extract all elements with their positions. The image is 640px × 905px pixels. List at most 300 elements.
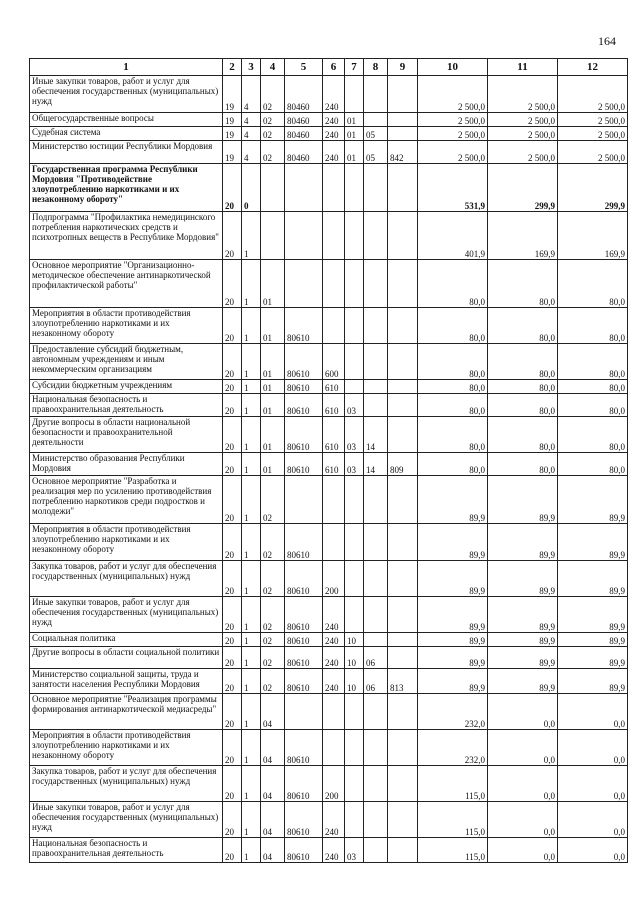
cell-col-9 <box>388 344 418 380</box>
cell-col-12: 89,9 <box>558 633 628 647</box>
row-name-cell: Общегосударственные вопросы <box>30 113 223 127</box>
cell-col-12: 80,0 <box>558 394 628 417</box>
cell-col-12: 2 500,0 <box>558 76 628 113</box>
cell-col-8 <box>364 561 388 597</box>
cell-col-5 <box>285 694 323 730</box>
cell-col-9 <box>388 164 418 212</box>
cell-col-10: 80,0 <box>418 417 488 453</box>
cell-col-3: 1 <box>242 838 261 863</box>
cell-col-2: 20 <box>223 597 242 633</box>
cell-col-11: 89,9 <box>488 524 558 561</box>
cell-col-3: 1 <box>242 380 261 394</box>
cell-col-5: 80610 <box>285 394 323 417</box>
cell-col-10: 80,0 <box>418 394 488 417</box>
cell-col-4: 04 <box>261 766 285 802</box>
cell-col-5 <box>285 260 323 308</box>
cell-col-11: 89,9 <box>488 561 558 597</box>
table-row <box>30 730 628 766</box>
cell-col-9 <box>388 113 418 127</box>
cell-col-6: 240 <box>323 633 345 647</box>
table-row <box>30 260 628 308</box>
row-name-cell: Закупка товаров, работ и услуг для обеспечения государственных (муниципальных) нужд <box>30 561 223 597</box>
table-row <box>30 647 628 669</box>
cell-col-11: 80,0 <box>488 394 558 417</box>
cell-col-10: 2 500,0 <box>418 141 488 164</box>
cell-col-7 <box>345 344 364 380</box>
table-row <box>30 417 628 453</box>
cell-col-10: 89,9 <box>418 669 488 694</box>
row-name-cell: Иные закупки товаров, работ и услуг для обеспечения государственных (муниципальных) нужд <box>30 802 223 838</box>
cell-col-3: 1 <box>242 212 261 260</box>
cell-col-2: 19 <box>223 127 242 141</box>
row-name-cell: Мероприятия в области противодействия злоупотреблению наркотиками и их незаконному обороту <box>30 730 223 766</box>
cell-col-8 <box>364 766 388 802</box>
row-name-cell: Социальная политика <box>30 633 223 647</box>
cell-col-7: 10 <box>345 669 364 694</box>
cell-col-4: 01 <box>261 394 285 417</box>
cell-col-8 <box>364 838 388 863</box>
cell-col-9 <box>388 766 418 802</box>
cell-col-9 <box>388 802 418 838</box>
cell-col-4: 01 <box>261 417 285 453</box>
cell-col-5: 80610 <box>285 561 323 597</box>
column-header-9: 9 <box>388 59 418 76</box>
cell-col-5: 80460 <box>285 127 323 141</box>
cell-col-10: 89,9 <box>418 476 488 524</box>
cell-col-10: 531,9 <box>418 164 488 212</box>
cell-col-3: 1 <box>242 669 261 694</box>
cell-col-10: 80,0 <box>418 380 488 394</box>
cell-col-8 <box>364 260 388 308</box>
cell-col-4: 04 <box>261 694 285 730</box>
cell-col-12: 2 500,0 <box>558 127 628 141</box>
cell-col-5: 80610 <box>285 633 323 647</box>
cell-col-7 <box>345 308 364 344</box>
cell-col-7: 01 <box>345 141 364 164</box>
cell-col-12: 0,0 <box>558 766 628 802</box>
cell-col-4: 04 <box>261 730 285 766</box>
column-header-11: 11 <box>488 59 558 76</box>
cell-col-3: 0 <box>242 164 261 212</box>
cell-col-3: 1 <box>242 730 261 766</box>
cell-col-8 <box>364 730 388 766</box>
table-row <box>30 164 628 212</box>
cell-col-9 <box>388 417 418 453</box>
row-name-cell: Иные закупки товаров, работ и услуг для обеспечения государственных (муниципальных) нужд <box>30 76 223 113</box>
column-header-7: 7 <box>345 59 364 76</box>
cell-col-12: 80,0 <box>558 260 628 308</box>
cell-col-12: 2 500,0 <box>558 141 628 164</box>
cell-col-10: 80,0 <box>418 260 488 308</box>
cell-col-11: 2 500,0 <box>488 76 558 113</box>
cell-col-11: 89,9 <box>488 669 558 694</box>
cell-col-5: 80610 <box>285 647 323 669</box>
cell-col-4: 02 <box>261 76 285 113</box>
cell-col-10: 89,9 <box>418 647 488 669</box>
cell-col-7 <box>345 260 364 308</box>
cell-col-8 <box>364 694 388 730</box>
cell-col-7: 01 <box>345 127 364 141</box>
cell-col-12: 0,0 <box>558 730 628 766</box>
cell-col-8: 06 <box>364 669 388 694</box>
cell-col-11: 89,9 <box>488 633 558 647</box>
cell-col-10: 89,9 <box>418 524 488 561</box>
column-header-12: 12 <box>558 59 628 76</box>
cell-col-4: 02 <box>261 647 285 669</box>
table-row <box>30 633 628 647</box>
cell-col-4: 02 <box>261 597 285 633</box>
cell-col-10: 2 500,0 <box>418 127 488 141</box>
cell-col-11: 80,0 <box>488 417 558 453</box>
cell-col-11: 0,0 <box>488 730 558 766</box>
cell-col-6 <box>323 694 345 730</box>
cell-col-12: 89,9 <box>558 597 628 633</box>
cell-col-7: 10 <box>345 633 364 647</box>
cell-col-5: 80610 <box>285 417 323 453</box>
cell-col-12: 2 500,0 <box>558 113 628 127</box>
cell-col-9: 842 <box>388 141 418 164</box>
cell-col-9 <box>388 76 418 113</box>
cell-col-10: 2 500,0 <box>418 76 488 113</box>
cell-col-9 <box>388 561 418 597</box>
cell-col-3: 1 <box>242 766 261 802</box>
cell-col-10: 115,0 <box>418 766 488 802</box>
cell-col-7 <box>345 730 364 766</box>
cell-col-9 <box>388 838 418 863</box>
cell-col-8: 14 <box>364 453 388 476</box>
cell-col-7 <box>345 164 364 212</box>
row-name-cell: Иные закупки товаров, работ и услуг для обеспечения государственных (муниципальных) нужд <box>30 597 223 633</box>
cell-col-3: 4 <box>242 113 261 127</box>
cell-col-4: 04 <box>261 838 285 863</box>
column-header-5: 5 <box>285 59 323 76</box>
column-header-3: 3 <box>242 59 261 76</box>
cell-col-5: 80610 <box>285 380 323 394</box>
cell-col-10: 80,0 <box>418 308 488 344</box>
cell-col-6: 200 <box>323 766 345 802</box>
column-header-2: 2 <box>223 59 242 76</box>
cell-col-8 <box>364 113 388 127</box>
cell-col-7 <box>345 694 364 730</box>
cell-col-10: 115,0 <box>418 802 488 838</box>
row-name-cell: Мероприятия в области противодействия злоупотреблению наркотиками и их незаконному обороту <box>30 308 223 344</box>
cell-col-11: 2 500,0 <box>488 113 558 127</box>
cell-col-6 <box>323 164 345 212</box>
cell-col-5: 80610 <box>285 524 323 561</box>
cell-col-6: 240 <box>323 127 345 141</box>
cell-col-2: 20 <box>223 766 242 802</box>
cell-col-2: 20 <box>223 730 242 766</box>
row-name-cell: Другие вопросы в области социальной политики <box>30 647 223 669</box>
cell-col-8 <box>364 344 388 380</box>
cell-col-4 <box>261 164 285 212</box>
budget-table <box>29 58 628 863</box>
cell-col-6: 240 <box>323 838 345 863</box>
cell-col-8 <box>364 76 388 113</box>
cell-col-5: 80610 <box>285 730 323 766</box>
cell-col-4: 01 <box>261 453 285 476</box>
cell-col-11: 80,0 <box>488 308 558 344</box>
cell-col-3: 1 <box>242 308 261 344</box>
cell-col-7: 03 <box>345 417 364 453</box>
cell-col-5 <box>285 476 323 524</box>
cell-col-4: 01 <box>261 308 285 344</box>
cell-col-4: 02 <box>261 633 285 647</box>
cell-col-2: 19 <box>223 113 242 127</box>
cell-col-8: 05 <box>364 141 388 164</box>
cell-col-12: 80,0 <box>558 308 628 344</box>
cell-col-10: 115,0 <box>418 838 488 863</box>
cell-col-5: 80610 <box>285 308 323 344</box>
cell-col-11: 2 500,0 <box>488 127 558 141</box>
cell-col-8 <box>364 524 388 561</box>
cell-col-6: 240 <box>323 76 345 113</box>
cell-col-6 <box>323 524 345 561</box>
cell-col-7 <box>345 802 364 838</box>
cell-col-12: 80,0 <box>558 344 628 380</box>
cell-col-12: 0,0 <box>558 838 628 863</box>
cell-col-4: 02 <box>261 669 285 694</box>
row-name-cell: Министерство образования Республики Мордовия <box>30 453 223 476</box>
cell-col-4: 01 <box>261 260 285 308</box>
table-row <box>30 453 628 476</box>
cell-col-3: 4 <box>242 141 261 164</box>
cell-col-7 <box>345 766 364 802</box>
cell-col-10: 232,0 <box>418 730 488 766</box>
cell-col-8 <box>364 476 388 524</box>
table-row <box>30 561 628 597</box>
cell-col-10: 401,9 <box>418 212 488 260</box>
table-row <box>30 476 628 524</box>
cell-col-2: 20 <box>223 633 242 647</box>
cell-col-5: 80610 <box>285 597 323 633</box>
cell-col-3: 1 <box>242 647 261 669</box>
cell-col-8 <box>364 633 388 647</box>
cell-col-2: 20 <box>223 524 242 561</box>
cell-col-10: 2 500,0 <box>418 113 488 127</box>
table-row <box>30 802 628 838</box>
cell-col-5: 80460 <box>285 113 323 127</box>
cell-col-9 <box>388 694 418 730</box>
row-name-cell: Мероприятия в области противодействия злоупотреблению наркотиками и их незаконному обороту <box>30 524 223 561</box>
cell-col-9 <box>388 647 418 669</box>
cell-col-9 <box>388 394 418 417</box>
cell-col-8: 14 <box>364 417 388 453</box>
cell-col-5: 80610 <box>285 838 323 863</box>
cell-col-2: 20 <box>223 212 242 260</box>
cell-col-7: 03 <box>345 838 364 863</box>
cell-col-3: 1 <box>242 394 261 417</box>
cell-col-2: 20 <box>223 394 242 417</box>
cell-col-2: 20 <box>223 344 242 380</box>
table-body <box>30 76 628 863</box>
table-row <box>30 76 628 113</box>
cell-col-12: 89,9 <box>558 561 628 597</box>
cell-col-3: 1 <box>242 597 261 633</box>
cell-col-3: 4 <box>242 127 261 141</box>
table-row <box>30 212 628 260</box>
cell-col-6: 610 <box>323 417 345 453</box>
cell-col-11: 89,9 <box>488 476 558 524</box>
cell-col-7: 01 <box>345 113 364 127</box>
cell-col-5 <box>285 212 323 260</box>
cell-col-9: 809 <box>388 453 418 476</box>
cell-col-2: 20 <box>223 164 242 212</box>
cell-col-6 <box>323 212 345 260</box>
cell-col-6: 240 <box>323 647 345 669</box>
page-number: 164 <box>598 34 616 48</box>
cell-col-8 <box>364 597 388 633</box>
cell-col-12: 89,9 <box>558 669 628 694</box>
cell-col-3: 1 <box>242 633 261 647</box>
cell-col-8 <box>364 380 388 394</box>
table-row <box>30 344 628 380</box>
cell-col-5 <box>285 164 323 212</box>
cell-col-12: 299,9 <box>558 164 628 212</box>
cell-col-7 <box>345 524 364 561</box>
cell-col-2: 20 <box>223 694 242 730</box>
row-name-cell: Национальная безопасность и правоохранительная деятельность <box>30 394 223 417</box>
cell-col-9 <box>388 260 418 308</box>
cell-col-6: 610 <box>323 394 345 417</box>
cell-col-5: 80610 <box>285 344 323 380</box>
cell-col-2: 20 <box>223 453 242 476</box>
cell-col-7 <box>345 212 364 260</box>
cell-col-9 <box>388 380 418 394</box>
cell-col-8 <box>364 802 388 838</box>
cell-col-6: 240 <box>323 141 345 164</box>
cell-col-2: 20 <box>223 308 242 344</box>
row-name-cell: Закупка товаров, работ и услуг для обеспечения государственных (муниципальных) нужд <box>30 766 223 802</box>
cell-col-11: 299,9 <box>488 164 558 212</box>
cell-col-12: 89,9 <box>558 476 628 524</box>
cell-col-4: 02 <box>261 127 285 141</box>
cell-col-2: 20 <box>223 802 242 838</box>
cell-col-12: 89,9 <box>558 524 628 561</box>
table-row <box>30 838 628 863</box>
cell-col-2: 20 <box>223 380 242 394</box>
table-row <box>30 127 628 141</box>
cell-col-7: 10 <box>345 647 364 669</box>
row-name-cell: Предоставление субсидий бюджетным, автономным учреждениям и иным некоммерческим организациям <box>30 344 223 380</box>
cell-col-9 <box>388 597 418 633</box>
cell-col-12: 80,0 <box>558 453 628 476</box>
cell-col-10: 89,9 <box>418 597 488 633</box>
cell-col-4: 02 <box>261 524 285 561</box>
cell-col-6: 240 <box>323 597 345 633</box>
row-name-cell: Национальная безопасность и правоохранительная деятельность <box>30 838 223 863</box>
cell-col-7: 03 <box>345 394 364 417</box>
cell-col-2: 19 <box>223 76 242 113</box>
cell-col-11: 0,0 <box>488 802 558 838</box>
cell-col-11: 89,9 <box>488 647 558 669</box>
cell-col-6: 240 <box>323 802 345 838</box>
cell-col-5: 80610 <box>285 453 323 476</box>
table-row <box>30 597 628 633</box>
cell-col-6: 600 <box>323 344 345 380</box>
row-name-cell: Основное мероприятие "Реализация программы формирования антинаркотической медиасреды" <box>30 694 223 730</box>
table-row <box>30 394 628 417</box>
cell-col-6 <box>323 308 345 344</box>
cell-col-3: 4 <box>242 76 261 113</box>
cell-col-2: 20 <box>223 417 242 453</box>
row-name-cell: Субсидии бюджетным учреждениям <box>30 380 223 394</box>
cell-col-9: 813 <box>388 669 418 694</box>
column-header-10: 10 <box>418 59 488 76</box>
cell-col-4: 02 <box>261 113 285 127</box>
cell-col-6 <box>323 476 345 524</box>
cell-col-4: 01 <box>261 344 285 380</box>
row-name-cell: Основное мероприятие "Разработка и реализация мер по усилению противодействия потреблению наркотиков среди подростков и молодежи" <box>30 476 223 524</box>
row-name-cell: Государственная программа Республики Мордовия "Противодействие злоупотреблению наркотиками и их незаконному обороту" <box>30 164 223 212</box>
cell-col-12: 0,0 <box>558 802 628 838</box>
cell-col-12: 169,9 <box>558 212 628 260</box>
cell-col-9 <box>388 308 418 344</box>
cell-col-6: 240 <box>323 669 345 694</box>
table-row <box>30 669 628 694</box>
row-name-cell: Другие вопросы в области национальной безопасности и правоохранительной деятельности <box>30 417 223 453</box>
cell-col-12: 89,9 <box>558 647 628 669</box>
cell-col-9 <box>388 730 418 766</box>
cell-col-5: 80610 <box>285 802 323 838</box>
cell-col-4: 02 <box>261 476 285 524</box>
cell-col-12: 0,0 <box>558 694 628 730</box>
cell-col-6: 200 <box>323 561 345 597</box>
cell-col-11: 0,0 <box>488 838 558 863</box>
cell-col-7 <box>345 76 364 113</box>
cell-col-5: 80460 <box>285 76 323 113</box>
cell-col-4: 02 <box>261 561 285 597</box>
cell-col-2: 19 <box>223 141 242 164</box>
cell-col-3: 1 <box>242 344 261 380</box>
cell-col-3: 1 <box>242 694 261 730</box>
cell-col-11: 80,0 <box>488 380 558 394</box>
cell-col-5: 80610 <box>285 766 323 802</box>
cell-col-5: 80460 <box>285 141 323 164</box>
cell-col-10: 232,0 <box>418 694 488 730</box>
cell-col-11: 80,0 <box>488 260 558 308</box>
cell-col-10: 80,0 <box>418 453 488 476</box>
cell-col-11: 89,9 <box>488 597 558 633</box>
cell-col-3: 1 <box>242 476 261 524</box>
cell-col-2: 20 <box>223 838 242 863</box>
cell-col-3: 1 <box>242 524 261 561</box>
table-row <box>30 766 628 802</box>
cell-col-6: 610 <box>323 453 345 476</box>
cell-col-8: 06 <box>364 647 388 669</box>
table-header-row <box>30 59 628 76</box>
cell-col-6 <box>323 260 345 308</box>
cell-col-2: 20 <box>223 561 242 597</box>
cell-col-4: 01 <box>261 380 285 394</box>
cell-col-6 <box>323 730 345 766</box>
cell-col-4: 02 <box>261 141 285 164</box>
cell-col-9 <box>388 212 418 260</box>
row-name-cell: Судебная система <box>30 127 223 141</box>
cell-col-10: 80,0 <box>418 344 488 380</box>
cell-col-11: 0,0 <box>488 694 558 730</box>
cell-col-3: 1 <box>242 417 261 453</box>
table-row <box>30 141 628 164</box>
cell-col-5: 80610 <box>285 669 323 694</box>
table-row <box>30 694 628 730</box>
cell-col-3: 1 <box>242 561 261 597</box>
cell-col-12: 80,0 <box>558 380 628 394</box>
cell-col-6: 240 <box>323 113 345 127</box>
cell-col-8: 05 <box>364 127 388 141</box>
cell-col-3: 1 <box>242 260 261 308</box>
row-name-cell: Министерство юстиции Республики Мордовия <box>30 141 223 164</box>
